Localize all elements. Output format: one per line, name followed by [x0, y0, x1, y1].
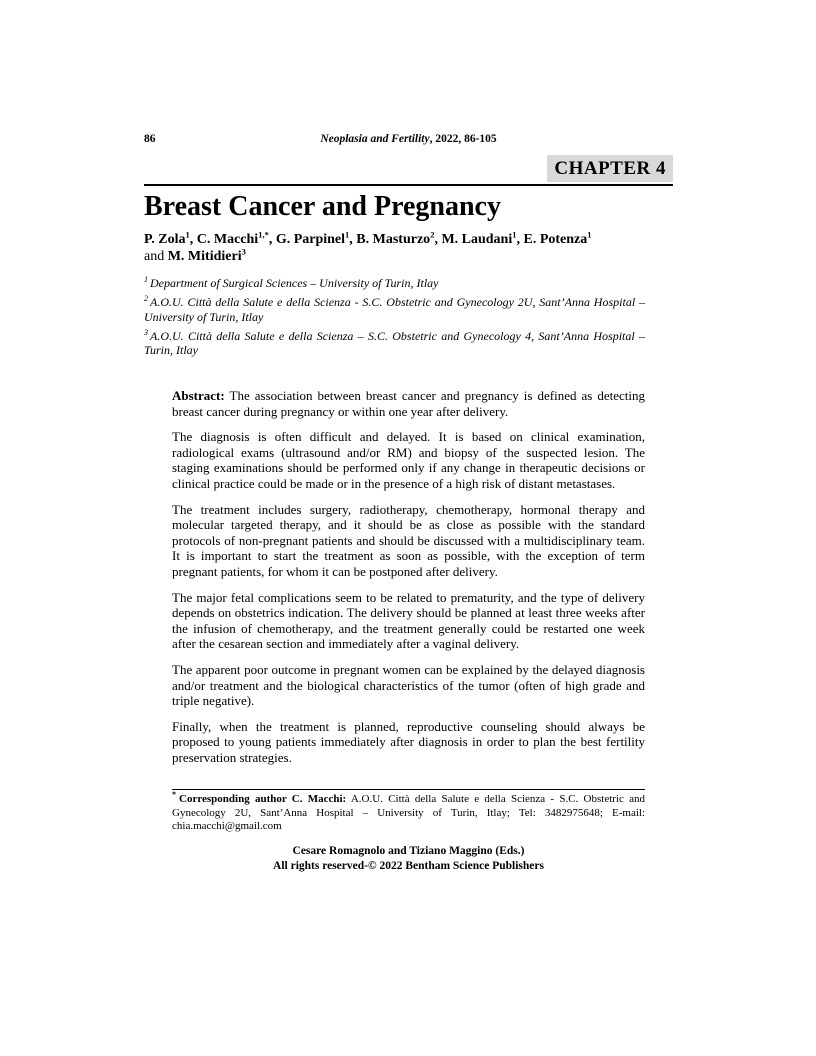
author-superscript: 1 [587, 229, 592, 240]
author [144, 229, 197, 247]
affiliation-superscript: 3 [144, 327, 148, 337]
author-separator: , [434, 232, 442, 247]
corresponding-author-footnote [172, 789, 645, 834]
affiliation-text: A.O.U. Città della Salute e della Scienza - S.C. Obstetric and Gynecology 2U, Sant’Anna Hospital – University of Turin, Itlay [144, 295, 645, 324]
abstract-paragraph [172, 388, 645, 419]
header-rule [144, 155, 673, 186]
author-name: E. Potenza [523, 232, 588, 247]
chapter-title: Breast Cancer and Pregnancy [144, 191, 501, 222]
page-number: 86 [144, 133, 156, 145]
author [356, 229, 442, 247]
affiliation-superscript: 2 [144, 294, 148, 303]
page-header [144, 133, 673, 149]
author [275, 229, 357, 247]
author-superscript: 2 [430, 229, 435, 240]
affiliation-text: Department of Surgical Sciences – University of Turin, Itlay [150, 276, 439, 290]
author-name: C. Macchi [196, 232, 259, 247]
affiliation-item [144, 276, 645, 291]
author [196, 229, 276, 247]
author-separator: , [516, 232, 524, 247]
author-list [144, 231, 649, 265]
author-superscript: 1 [345, 229, 350, 240]
author [523, 229, 592, 247]
abstract-paragraph: The diagnosis is often difficult and delayed. It is based on clinical examination, radiological exams (ultrasound and/or RM) and biopsy of the suspected lesion. The staging examinations should be performed only if any change in therapeutic decisions or clinical practice could be made or in the presence of a high risk of distant metastases. [172, 429, 645, 491]
abstract-section [172, 388, 645, 775]
authors-conjunction: and [144, 249, 165, 264]
abstract-paragraph: The apparent poor outcome in pregnant women can be explained by the delayed diagnosis and/or treatment and the biological characteristics of the tumor (often of high grade and triple negative). [172, 661, 645, 709]
author [167, 246, 246, 264]
author-superscript: 3 [241, 246, 246, 257]
author-separator: , [189, 232, 197, 247]
affiliation-item [144, 329, 645, 358]
author-superscript: 1 [185, 229, 190, 240]
author-name: M. Laudani [441, 232, 513, 247]
author-name: G. Parpinel [275, 232, 346, 247]
author-name: B. Masturzo [356, 232, 431, 247]
editors-line: Cesare Romagnolo and Tiziano Maggino (Eds.) [292, 845, 525, 857]
rights-line: All rights reserved-© 2022 Bentham Science Publishers [273, 859, 544, 872]
footnote-label: Corresponding author C. Macchi: [179, 793, 347, 805]
footnote-marker: * [172, 790, 176, 800]
affiliation-text: A.O.U. Città della Salute e della Scienza – S.C. Obstetric and Gynecology 4, Sant’Anna Hospital – Turin, Itlay [144, 328, 645, 357]
author-separator: , [349, 232, 357, 247]
author-superscript: 1 [512, 229, 517, 240]
abstract-paragraph: The treatment includes surgery, radiotherapy, chemotherapy, hormonal therapy and molecular targeted therapy, and it should be as close as possible with the standard protocols of non-pregnant patients and should be discussed with a multidisciplinary team. It is important to start the treatment as soon as possible, with the exception of term pregnant patients, for whom it can be postponed after delivery. [172, 501, 645, 579]
author-name: M. Mitidieri [167, 249, 242, 264]
abstract-text: The association between breast cancer and pregnancy is defined as detecting breast cancer during pregnancy or within one year after delivery. [172, 388, 645, 419]
footnote-text: A.O.U. Città della Salute e della Scienza - S.C. Obstetric and Gynecology 2U, Sant’Anna Hospital – University of Turin, Itlay; Tel: 3482975648; E-mail: chia.macchi@gmail.com [172, 793, 645, 832]
affiliation-item [144, 295, 645, 324]
abstract-paragraph: Finally, when the treatment is planned, reproductive counseling should always be proposed to young patients immediately after diagnosis in order to plan the best fertility preservation strategies. [172, 718, 645, 765]
journal-citation: , 2022, 86-105 [429, 133, 497, 145]
abstract-paragraph: The major fetal complications seem to be related to prematurity, and the type of delivery depends on obstetrics indication. The delivery should be planned at least three weeks after the infusion of chemotherapy, and the treatment generally could be restarted one week after the cesarean section and immediately after a vaginal delivery. [172, 589, 645, 652]
publisher-footer [144, 844, 673, 873]
journal-name: Neoplasia and Fertility [320, 133, 430, 145]
author-name: P. Zola [144, 232, 186, 247]
abstract-label: Abstract: [172, 388, 225, 403]
running-title [144, 133, 673, 145]
author-superscript: 1,* [258, 229, 269, 240]
chapter-badge: CHAPTER 4 [547, 155, 673, 182]
affiliations [144, 276, 645, 362]
affiliation-superscript: 1 [144, 275, 148, 284]
author [441, 229, 524, 247]
author-separator: , [268, 232, 276, 247]
